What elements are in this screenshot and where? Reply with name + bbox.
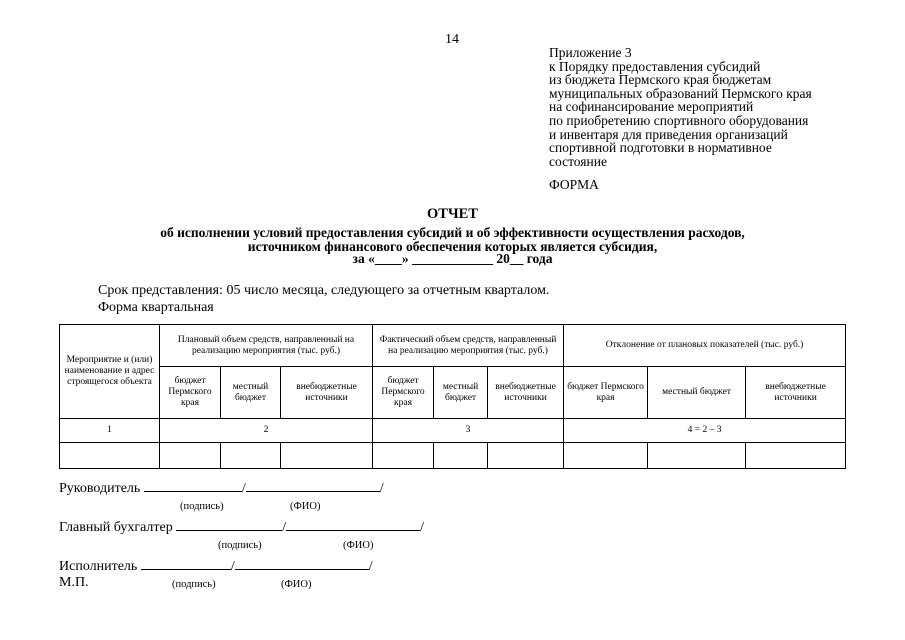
accountant-sign-caption: (подпись) xyxy=(218,540,262,551)
page-number: 14 xyxy=(445,32,459,47)
col-number-2: 2 xyxy=(160,419,373,443)
deviation-extrabudgetary: внебюджетные источники xyxy=(746,367,846,419)
deadline-text: Срок представления: 05 число месяца, следующего за отчетным кварталом. xyxy=(98,283,550,298)
accountant-name-caption: (ФИО) xyxy=(343,540,374,551)
head-name-field[interactable] xyxy=(246,478,380,492)
accountant-name-field[interactable] xyxy=(286,517,420,531)
col-number-3: 3 xyxy=(373,419,564,443)
deviation-regional-budget: бюджет Пермского края xyxy=(564,367,648,419)
data-cell[interactable] xyxy=(564,443,648,469)
planned-extrabudgetary: внебюджетные источники xyxy=(281,367,373,419)
data-cell[interactable] xyxy=(60,443,160,469)
stamp-label: М.П. xyxy=(59,575,89,590)
col-number-1: 1 xyxy=(60,419,160,443)
executor-sign-caption: (подпись) xyxy=(172,579,216,590)
appendix-line: и инвентаря для приведения организаций xyxy=(549,126,788,142)
appendix-line: на софинансирование мероприятий xyxy=(549,99,754,115)
head-label: Руководитель xyxy=(59,481,141,496)
appendix-line: к Порядку предоставления субсидий xyxy=(549,58,761,74)
form-label: ФОРМА xyxy=(549,177,599,192)
data-cell[interactable] xyxy=(488,443,564,469)
executor-signature-row: Исполнитель / / xyxy=(59,556,373,575)
executor-name-caption: (ФИО) xyxy=(281,579,312,590)
actual-regional-budget: бюджет Пермского края xyxy=(373,367,434,419)
header-event: Мероприятие и (или) наименование и адрес строящегося объекта xyxy=(60,325,160,419)
appendix-line: муниципальных образований Пермского края xyxy=(549,85,812,101)
accountant-sign-field[interactable] xyxy=(176,517,282,531)
appendix-block xyxy=(549,46,899,168)
data-cell[interactable] xyxy=(648,443,746,469)
col-number-4: 4 = 2 – 3 xyxy=(564,419,846,443)
header-deviation: Отклонение от плановых показателей (тыс. руб.) xyxy=(564,325,846,367)
report-table xyxy=(59,324,846,469)
appendix-line: из бюджета Пермского края бюджетам xyxy=(549,72,772,88)
data-cell[interactable] xyxy=(746,443,846,469)
data-cell[interactable] xyxy=(434,443,488,469)
header-actual: Фактический объем средств, направленный на реализацию мероприятия (тыс. руб.) xyxy=(373,325,564,367)
header-planned: Плановый объем средств, направленный на реализацию мероприятия (тыс. руб.) xyxy=(160,325,373,367)
head-sign-caption: (подпись) xyxy=(180,501,224,512)
subtitle-line-1: об исполнении условий предоставления субсидий и об эффективности осуществления расходов, xyxy=(160,225,745,240)
executor-label: Исполнитель xyxy=(59,559,138,574)
table-row xyxy=(60,443,846,469)
actual-local-budget: местный бюджет xyxy=(434,367,488,419)
head-sign-field[interactable] xyxy=(144,478,242,492)
accountant-signature-row: Главный бухгалтер / / xyxy=(59,517,424,536)
planned-local-budget: местный бюджет xyxy=(221,367,281,419)
actual-extrabudgetary: внебюджетные источники xyxy=(488,367,564,419)
data-cell[interactable] xyxy=(281,443,373,469)
subtitle-line-2: источником финансового обеспечения которых является субсидия, xyxy=(247,239,658,254)
executor-name-field[interactable] xyxy=(235,556,369,570)
appendix-line: состояние xyxy=(549,153,607,169)
data-cell[interactable] xyxy=(221,443,281,469)
data-cell[interactable] xyxy=(160,443,221,469)
planned-regional-budget: бюджет Пермского края xyxy=(160,367,221,419)
head-name-caption: (ФИО) xyxy=(290,501,321,512)
appendix-line: по приобретению спортивного оборудования xyxy=(549,112,809,128)
report-subtitle xyxy=(0,226,905,254)
appendix-line: спортивной подготовки в нормативное xyxy=(549,140,772,156)
executor-sign-field[interactable] xyxy=(141,556,231,570)
report-title: ОТЧЕТ xyxy=(427,206,478,222)
accountant-label: Главный бухгалтер xyxy=(59,520,173,535)
data-cell[interactable] xyxy=(373,443,434,469)
report-period: за «____» ____________ 20__ года xyxy=(352,251,553,266)
head-signature-row: Руководитель / / xyxy=(59,478,384,497)
appendix-line: Приложение 3 xyxy=(549,45,632,60)
form-type: Форма квартальная xyxy=(98,300,214,315)
deviation-local-budget: местный бюджет xyxy=(648,367,746,419)
